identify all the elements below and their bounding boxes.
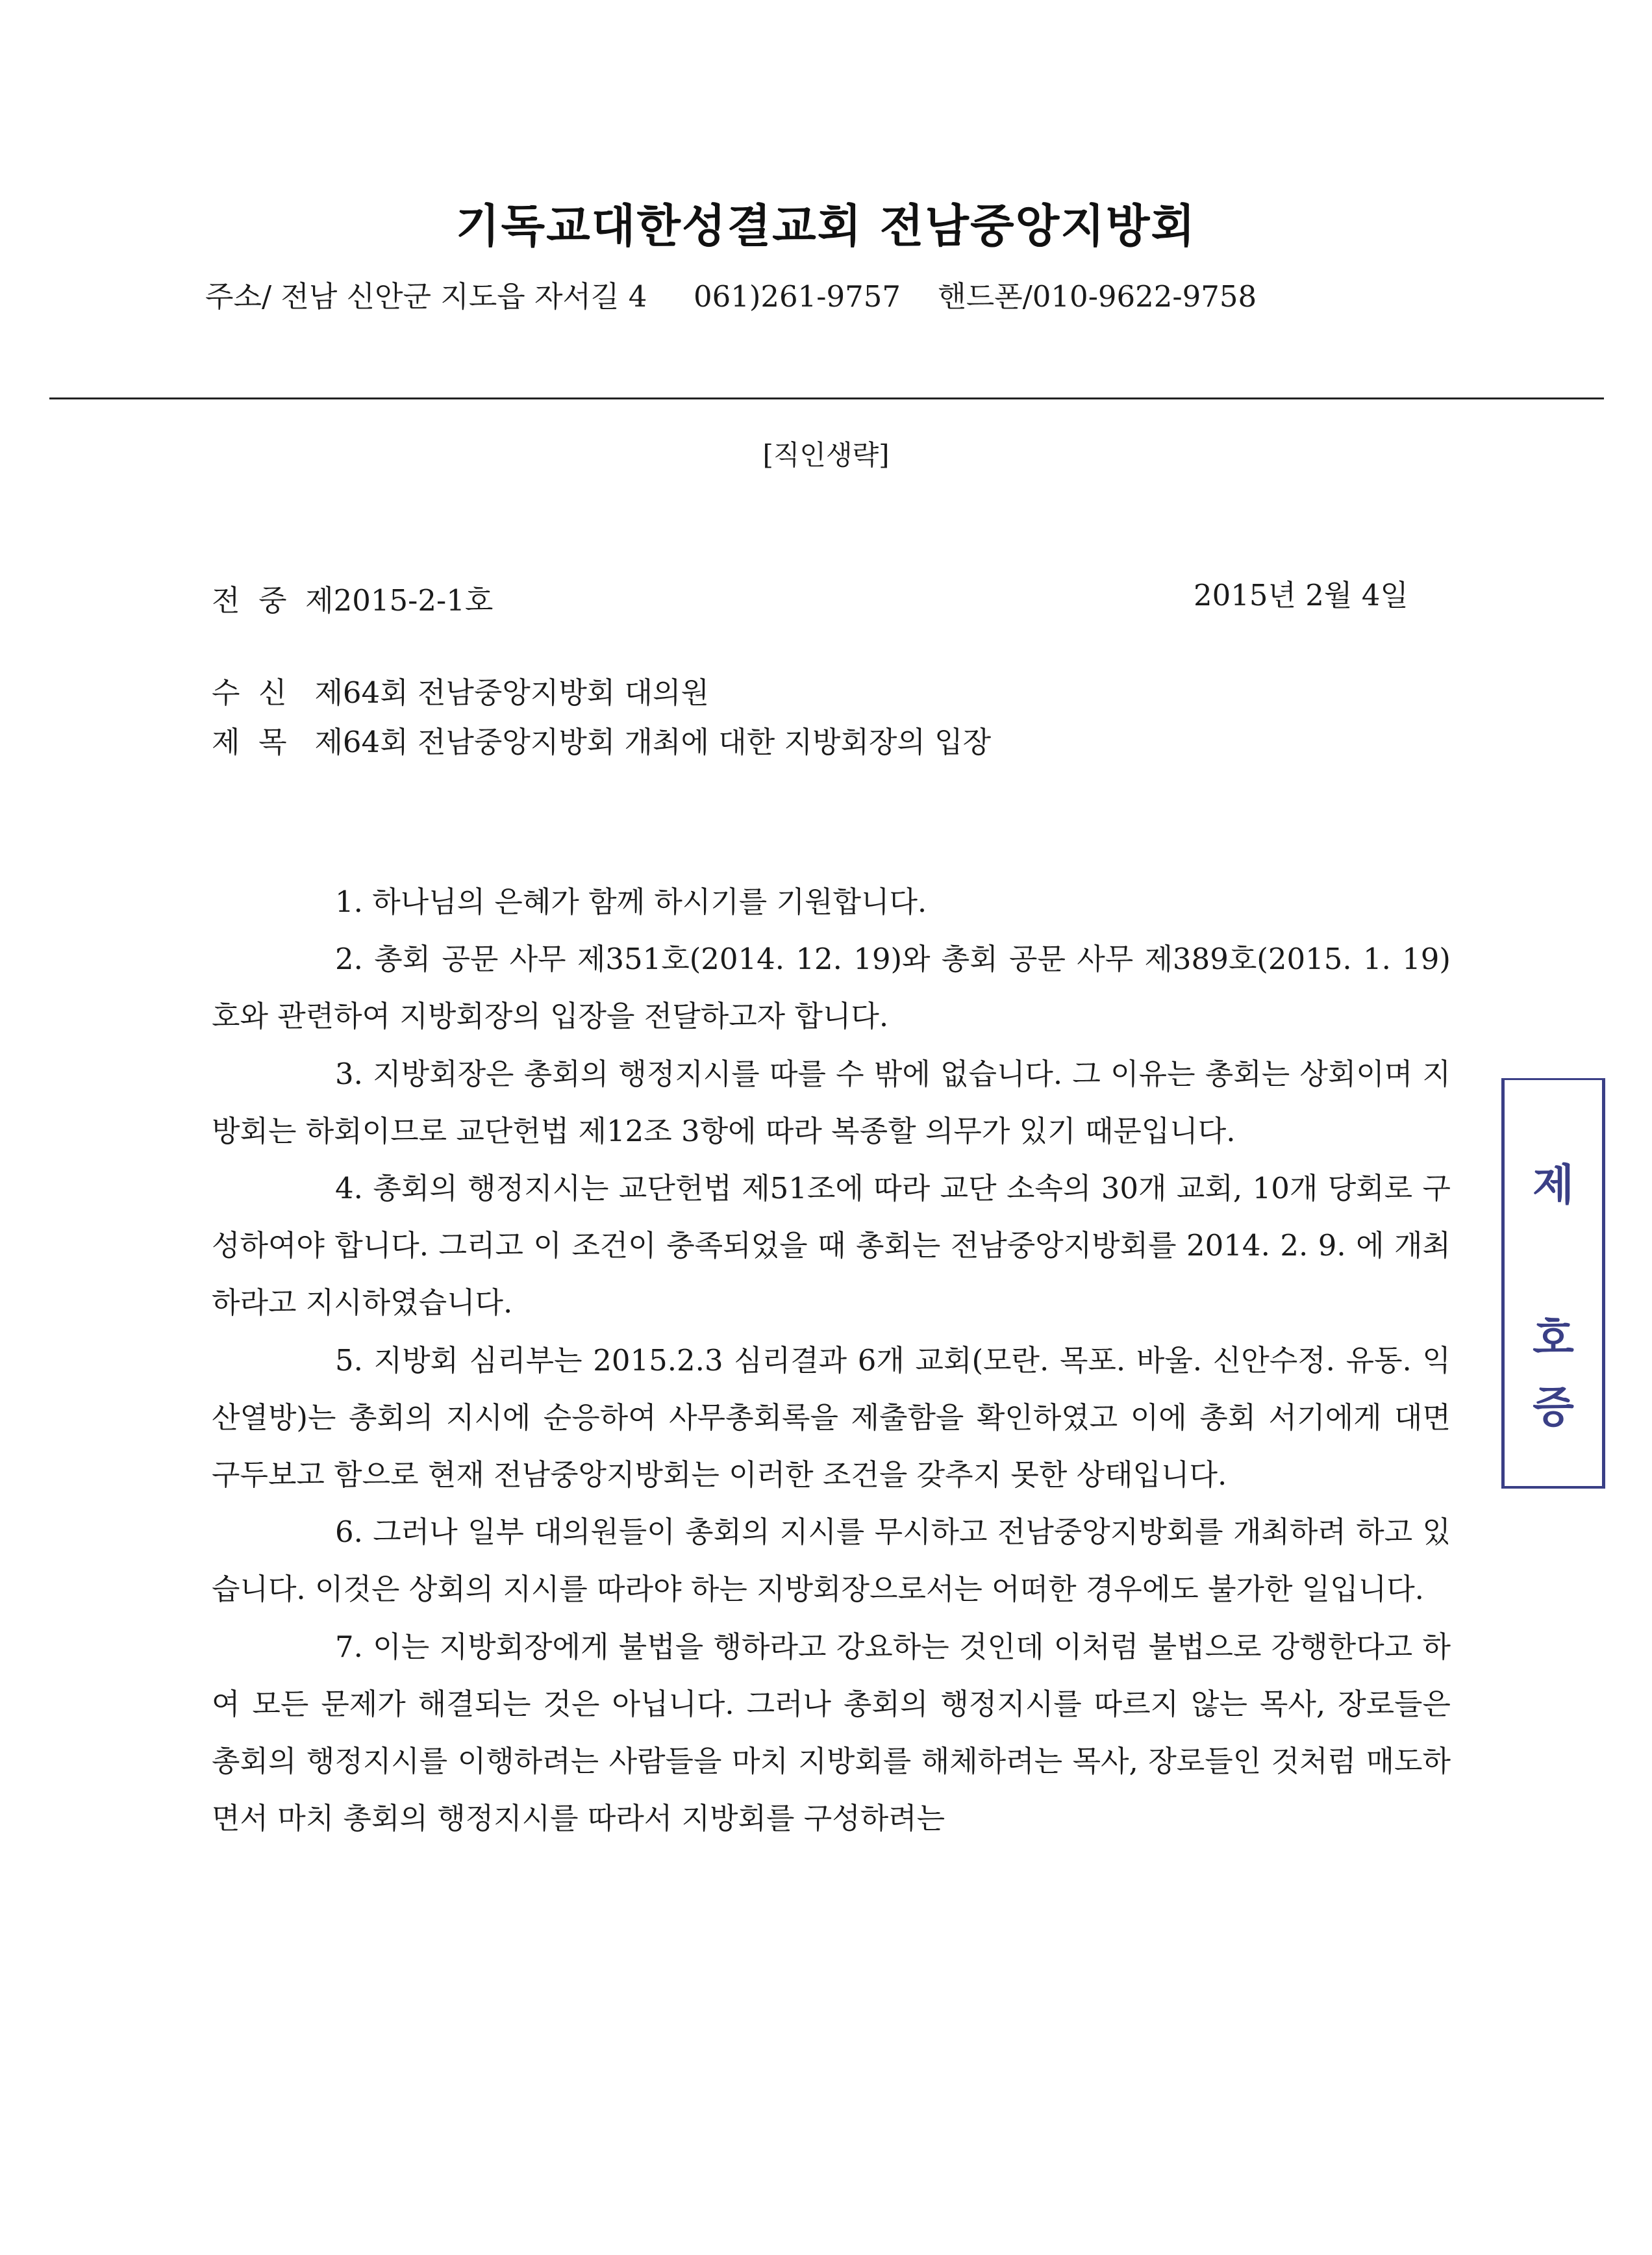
recipient-line: 수 신 제64회 전남중앙지방회 대의원: [212, 675, 709, 710]
stamp-char-3: 증: [1533, 1382, 1574, 1432]
header-divider: [49, 397, 1604, 399]
stamp-char-1: 제: [1533, 1160, 1574, 1210]
subject-line: 제 목 제64회 전남중앙지방회 개최에 대한 지방회장의 입장: [212, 725, 992, 759]
paragraph-1: 1. 하나님의 은혜가 함께 하시기를 기원합니다.: [335, 885, 927, 919]
document-date: 2015년 2월 4일: [1194, 578, 1408, 612]
document-number: 전 중 제2015-2-1호: [212, 583, 494, 618]
paragraph-5: 5. 지방회 심리부는 2015.2.3 심리결과 6개 교회(모란. 목포. 바울. 신안수정. 유동. 익산열방)는 총회의 지시에 순응하여 사무총회록을 제출함을 확인하였고 이에 총회 서기에게 대면 구두보고 함으로 현재 전남중앙지방회는 이러한 조건을 갖추지 못한 상태입니다.: [212, 1342, 1451, 1493]
paragraph-7: 7. 이는 지방회장에게 불법을 행하라고 강요하는 것인데 이처럼 불법으로 강행한다고 하여 모든 문제가 해결되는 것은 아닙니다. 그러나 총회의 행정지시를 따르지 않는 목사, 장로들은 총회의 행정지시를 이행하려는 사람들을 마치 지방회를 해체하려는 목사, 장로들인 것처럼 매도하면서 마치 총회의 행정지시를 따라서 지방회를 구성하려는: [212, 1629, 1451, 1836]
paragraph-3: 3. 지방회장은 총회의 행정지시를 따를 수 밖에 없습니다. 그 이유는 총회는 상회이며 지방회는 하회이므로 교단헌법 제12조 3항에 따라 복종할 의무가 있기 때문입니다.: [212, 1056, 1451, 1148]
document-title: 기독교대한성결교회 전남중앙지방회: [455, 199, 1197, 253]
stamp-char-2: 호: [1533, 1313, 1574, 1363]
paragraph-2: 2. 총회 공문 사무 제351호(2014. 12. 19)와 총회 공문 사무 제389호(2015. 1. 19)호와 관련하여 지방회장의 입장을 전달하고자 합니다.: [212, 942, 1451, 1034]
paragraph-6: 6. 그러나 일부 대의원들이 총회의 지시를 무시하고 전남중앙지방회를 개최하려 하고 있습니다. 이것은 상회의 지시를 따라야 하는 지방회장으로서는 어떠한 경우에도 불가한 일입니다.: [212, 1515, 1451, 1607]
document-body: [212, 874, 1451, 1847]
sender-address: 주소/ 전남 신안군 지도읍 자서길 4 061)261-9757 핸드폰/010-9622-9758: [205, 279, 1257, 314]
paragraph-4: 4. 총회의 행정지시는 교단헌법 제51조에 따라 교단 소속의 30개 교회, 10개 당회로 구성하여야 합니다. 그리고 이 조건이 충족되었을 때 총회는 전남중앙지방회를 2014. 2. 9. 에 개최하라고 지시하였습니다.: [212, 1171, 1451, 1320]
registration-stamp: [1501, 1078, 1605, 1489]
seal-omitted-note: [직인생략]: [762, 439, 890, 471]
